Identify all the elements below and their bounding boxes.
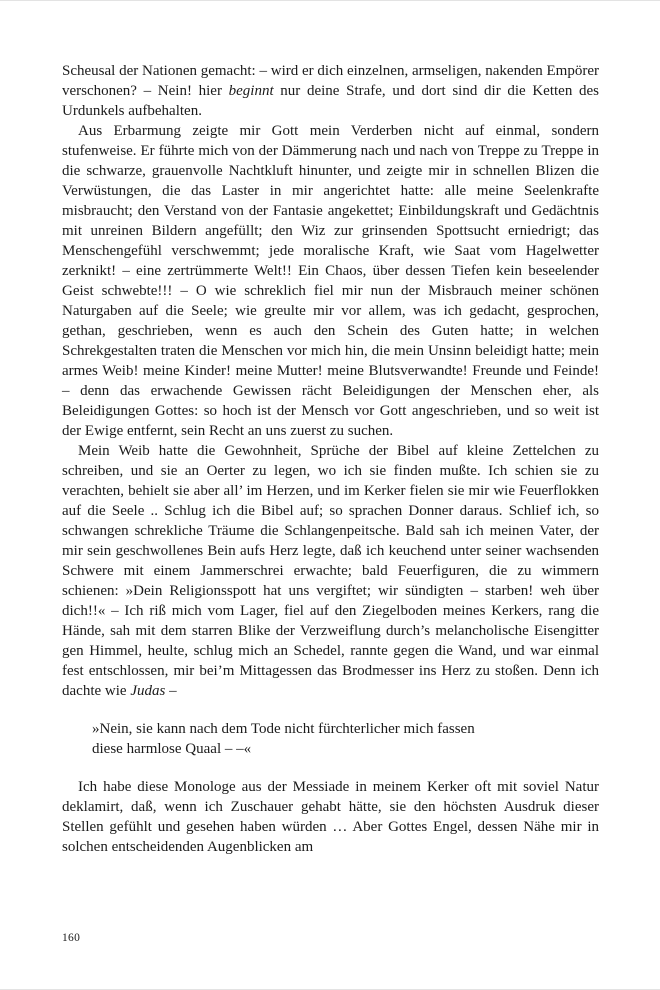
paragraph <box>62 441 599 701</box>
verse-block <box>92 719 599 759</box>
text-run: Scheusal der Nationen gemacht: – wird er dich einzelnen, armseligen, nakenden Empörer verschonen? – Nein! hier <box>62 63 599 99</box>
paragraph <box>62 61 599 121</box>
text-run: Aus Erbarmung zeigte mir Gott mein Verderben nicht auf einmal, sondern stufenweise. Er führte mich von der Dämmerung nach und nach von Treppe zu Treppe in die schwarze, grauenvolle Nachtkluft hinunter, und zeigte mir in schnellen Blizen die Verwüstungen, die das Laster in mir angerichtet hatte: alle meine Seelenkrafte misbraucht; den Verstand von der Fantasie angekettet; Einbildungskraft und Gedächtnis mit unreinen Bildern angefüllt; den Wiz zur grinsenden Spottsucht erniedrigt; das Menschengefühl verschwemmt; jede moralische Kraft, wie Saat vom Hagelwetter zerknikt! – eine zertrümmerte Welt!! Ein Chaos, über dessen Tiefen kein beseelender Geist schwebte!!! – O wie schreklich fiel mir nun der Misbrauch meiner schönen Naturgaben auf die Seele; wie greulte mir vor allem, was ich gedacht, gesprochen, gethan, geschrieben, wenn es auch den Schein des Guten hatte; in welchen Schrekgestalten traten die Menschen vor mich hin, die mein Unsinn beleidigt hatte; mein armes Weib! meine Kinder! meine Mutter! meine Blutsverwandte! Freunde und Feinde! – denn das erwachende Gewissen rächt Beleidigungen der Menschen eher, als Beleidigungen Gottes: so hoch ist der Mensch vor Gott angeschrieben, und so weit ist der Ewige entfernt, sein Recht an uns zuerst zu suchen. <box>62 123 599 439</box>
text-run: – <box>165 683 177 699</box>
italic-text: beginnt <box>228 83 274 99</box>
verse-line: diese harmlose Quaal – –« <box>92 741 252 757</box>
paragraph <box>62 121 599 441</box>
page-number: 160 <box>62 932 81 944</box>
page-text <box>62 61 599 857</box>
italic-text: Judas <box>130 683 166 699</box>
text-run: Mein Weib hatte die Gewohnheit, Sprüche der Bibel auf kleine Zettelchen zu schreiben, und sie an Oerter zu legen, wo ich sie finden mußte. Ich schien sie zu verachten, behielt sie aber all’ im Herzen, und im Kerker fielen sie mir wie Feuerflokken auf die Seele .. Schlug ich die Bibel auf; so sprachen Donner daraus. Schlief ich, so schwangen schrekliche Träume die Schlangenpeitsche. Bald sah ich meinen Vater, der mir sein geschwollenes Bein aufs Herz legte, daß ich keuchend unter seiner wachsenden Schwere mit einem Jammerschrei erwachte; bald Feuerfiguren, die zu wimmern schienen: »Dein Religionsspott hat uns vergiftet; wir sündigten – starben! weh über dich!!« – Ich riß mich vom Lager, fiel auf den Ziegelboden meines Kerkers, rang die Hände, sah mit dem starren Blike der Verzweiflung durch’s melancholische Eisengitter gen Himmel, heulte, schlug mich an Schedel, rannte gegen die Wand, und war einmal fest entschlossen, mir bei’m Mittagessen das Brodmesser ins Herz zu stoßen. Denn ich dachte wie <box>62 443 599 699</box>
paragraph <box>62 777 599 857</box>
text-run: Ich habe diese Monologe aus der Messiade in meinem Kerker oft mit soviel Natur deklamirt, daß, wenn ich Zuschauer gehabt hätte, sie den höchsten Ausdruk dieser Stellen gefühlt und gesehen haben würden … Aber Gottes Engel, dessen Nähe mir in solchen entscheidenden Augenblicken am <box>62 779 599 855</box>
verse-line: »Nein, sie kann nach dem Tode nicht fürchterlicher mich fassen <box>92 721 475 737</box>
text-run: nur deine Strafe, und dort sind dir die Ketten des Urdunkels aufbehalten. <box>62 83 599 119</box>
